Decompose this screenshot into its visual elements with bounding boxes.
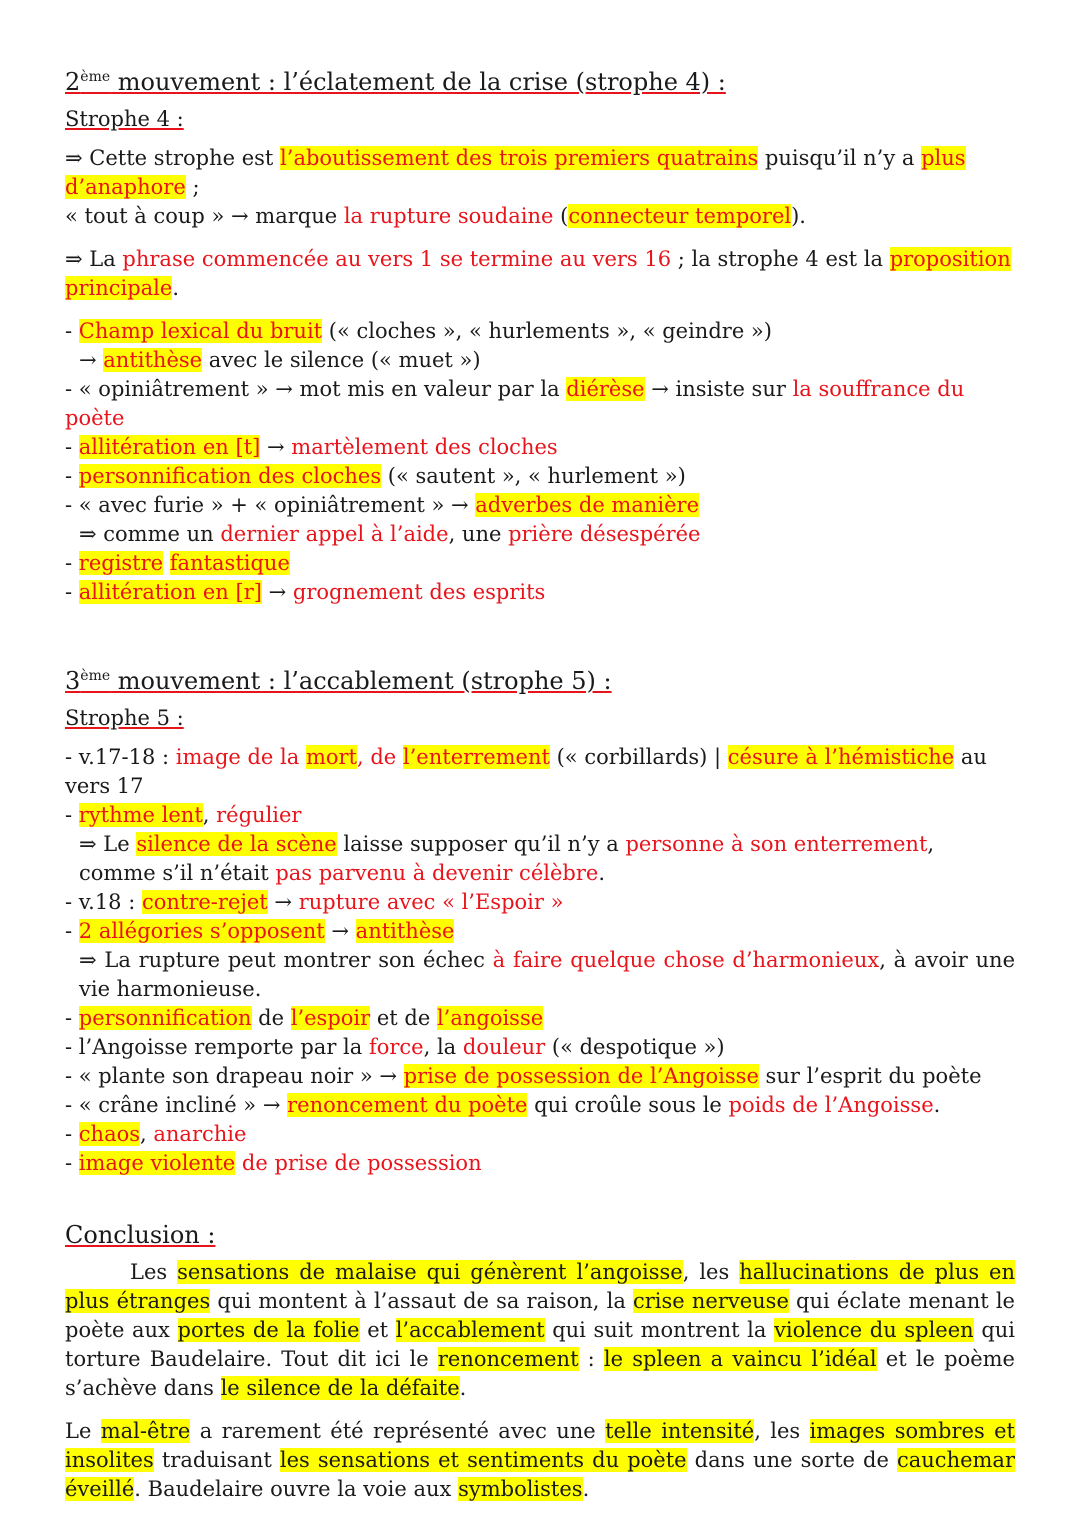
text-run: →	[261, 580, 293, 604]
list-item	[65, 1120, 1015, 1149]
highlighted-text: violence du spleen	[774, 1318, 974, 1342]
text-run: puisqu’il n’y a	[758, 146, 922, 170]
text-run: .	[582, 1477, 590, 1501]
text-run: -	[65, 580, 79, 604]
page-content	[65, 60, 1015, 1518]
text-run: - « avec furie » + « opiniâtrement » →	[65, 493, 476, 517]
list-item	[65, 433, 1015, 462]
list-item	[65, 317, 1015, 346]
conclusion-paragraph-1	[65, 1258, 1015, 1403]
text-run: →	[267, 890, 299, 914]
text-run: →	[79, 348, 104, 372]
text-run: .	[933, 1093, 941, 1117]
highlighted-text: Champ lexical du bruit	[78, 319, 323, 343]
text-run: et	[359, 1318, 396, 1342]
text-run: :	[578, 1347, 604, 1371]
list-item	[65, 1091, 1015, 1120]
text-run: Les	[130, 1260, 178, 1284]
highlighted-text: douleur	[462, 1035, 546, 1059]
list-item	[65, 1033, 1015, 1062]
text-run: -	[65, 803, 79, 827]
highlighted-text: diérèse	[566, 377, 645, 401]
highlighted-text: dernier appel à l’aide	[220, 522, 449, 546]
text-run: , les	[682, 1260, 740, 1284]
text-run: , à avoir une vie harmonieuse.	[79, 948, 1015, 1001]
text-run: -	[65, 435, 79, 459]
highlighted-text: grognement des esprits	[292, 580, 546, 604]
section-title-mouvement-3	[65, 659, 1015, 698]
title-number: 2	[65, 68, 81, 96]
title-superscript: ème	[80, 69, 111, 85]
highlighted-text: telle intensité	[605, 1419, 755, 1443]
highlighted-text: antithèse	[355, 919, 455, 943]
paragraph-phrase-principale	[65, 245, 1015, 303]
text-run: - v.17-18 :	[65, 745, 176, 769]
text-run: traduisant	[153, 1448, 280, 1472]
text-run: - « opiniâtrement » → mot mis en valeur par la	[65, 377, 567, 401]
text-run: →	[324, 919, 356, 943]
text-run: -	[65, 551, 79, 575]
list-item	[65, 462, 1015, 491]
highlighted-text: l’angoisse	[436, 1006, 544, 1030]
highlighted-text: césure à l’hémistiche	[727, 745, 955, 769]
highlighted-text: personne à son enterrement	[625, 832, 928, 856]
list-item	[65, 520, 1015, 549]
highlighted-text: l’enterrement	[402, 745, 550, 769]
highlighted-text: l’espoir	[290, 1006, 371, 1030]
bullet-list-strophe-5	[65, 743, 1015, 1178]
highlighted-text: renoncement du poète	[287, 1093, 528, 1117]
highlighted-text: registre	[78, 551, 164, 575]
list-item	[65, 1149, 1015, 1178]
highlighted-text: prière désespérée	[508, 522, 701, 546]
text-run: - « plante son drapeau noir » →	[65, 1064, 404, 1088]
highlighted-text: personnification des cloches	[78, 464, 382, 488]
list-item	[65, 375, 1015, 433]
highlighted-text: de prise de possession	[235, 1151, 482, 1175]
text-run: -	[65, 464, 79, 488]
highlighted-text: portes de la folie	[177, 1318, 360, 1342]
highlighted-text: allitération en [r]	[78, 580, 262, 604]
text-run: ⇒ Cette strophe est	[65, 146, 281, 170]
text-run: - v.18 :	[65, 890, 142, 914]
text-run: -	[65, 1151, 79, 1175]
text-run: et le poème s’achève dans	[65, 1347, 1015, 1400]
title-text: mouvement : l’éclatement de la crise (strophe 4) :	[110, 68, 726, 96]
list-item	[65, 946, 1015, 1004]
text-run: ).	[791, 204, 806, 228]
text-run: -	[65, 919, 79, 943]
highlighted-text: le silence de la défaite	[220, 1376, 460, 1400]
list-item	[65, 491, 1015, 520]
paragraph-rupture	[65, 202, 1015, 231]
text-run: -	[65, 1006, 79, 1030]
text-run: qui torture Baudelaire. Tout dit ici le	[65, 1318, 1016, 1371]
text-run: (« corbillards) |	[549, 745, 728, 769]
text-run: - l’Angoisse remporte par la	[65, 1035, 369, 1059]
highlighted-text: hallucinations de plus en plus étranges	[65, 1260, 1016, 1313]
highlighted-text: plus d’anaphore	[65, 146, 966, 199]
highlighted-text: le spleen a vaincu l’idéal	[603, 1347, 877, 1371]
text-run: qui croûle sous le	[527, 1093, 729, 1117]
text-run: -	[65, 319, 79, 343]
text-run: laisse supposer qu’il n’y a	[336, 832, 626, 856]
text-run: qui montent à l’assaut de sa raison, la	[210, 1289, 633, 1313]
text-run: .	[172, 276, 179, 300]
highlighted-text: mal-être	[100, 1419, 191, 1443]
list-item	[65, 888, 1015, 917]
highlighted-text: poids de l’Angoisse	[728, 1093, 934, 1117]
text-run: ⇒ comme un	[79, 522, 221, 546]
text-run: ⇒ Le	[79, 832, 137, 856]
paragraph-aboutissement	[65, 144, 1015, 202]
highlighted-text: silence de la scène	[136, 832, 337, 856]
text-run: qui suit montrent la	[544, 1318, 775, 1342]
section-title-mouvement-2	[65, 60, 1015, 99]
highlighted-text: , de	[357, 745, 403, 769]
highlighted-text: à faire quelque chose d’harmonieux	[492, 948, 880, 972]
highlighted-text: chaos	[78, 1122, 141, 1146]
conclusion-title: Conclusion :	[65, 1221, 216, 1249]
list-item	[65, 1004, 1015, 1033]
highlighted-text: antithèse	[103, 348, 203, 372]
text-run: sur l’esprit du poète	[758, 1064, 982, 1088]
subtitle-strophe-4: Strophe 4 :	[65, 107, 184, 131]
highlighted-text: martèlement des cloches	[291, 435, 558, 459]
text-run: , comme s’il n’était	[79, 832, 935, 885]
text-run: (« sautent », « hurlement »)	[381, 464, 686, 488]
highlighted-text: la souffrance du poète	[65, 377, 965, 430]
highlighted-text: prise de possession de l’Angoisse	[403, 1064, 759, 1088]
highlighted-text: pas parvenu à devenir célèbre	[275, 861, 599, 885]
highlighted-text: images sombres et insolites	[65, 1419, 1015, 1472]
bullet-list-strophe-4	[65, 317, 1015, 607]
list-item	[65, 830, 1015, 888]
text-run: → insiste sur	[644, 377, 793, 401]
title-superscript: ème	[80, 668, 111, 684]
highlighted-text: sensations de malaise qui génèrent l’angoisse	[177, 1260, 683, 1284]
title-text: mouvement : l’accablement (strophe 5) :	[110, 667, 612, 695]
highlighted-text: rythme lent	[78, 803, 203, 827]
highlighted-text: phrase commencée au vers 1 se termine au vers 16	[122, 247, 672, 271]
text-run	[163, 551, 170, 575]
text-run: . Baudelaire ouvre la voie aux	[134, 1477, 459, 1501]
text-run: -	[65, 1122, 79, 1146]
highlighted-text: rupture avec « l’Espoir »	[298, 890, 564, 914]
highlighted-text: les sensations et sentiments du poète	[279, 1448, 687, 1472]
highlighted-text: contre-rejet	[141, 890, 268, 914]
highlighted-text: proposition principale	[65, 247, 1011, 300]
text-run: , une	[448, 522, 509, 546]
highlighted-text: régulier	[216, 803, 302, 827]
text-run: ,	[140, 1122, 154, 1146]
subtitle-strophe-5: Strophe 5 :	[65, 706, 184, 730]
text-run: (« despotique »)	[545, 1035, 725, 1059]
list-item	[65, 578, 1015, 607]
text-run: ⇒ La	[65, 247, 123, 271]
highlighted-text: anarchie	[153, 1122, 247, 1146]
text-run: (« cloches », « hurlements », « geindre »)	[322, 319, 772, 343]
text-run: , la	[423, 1035, 463, 1059]
text-run: avec le silence (« muet »)	[202, 348, 481, 372]
highlighted-text: connecteur temporel	[568, 204, 792, 228]
list-item	[65, 743, 1015, 801]
highlighted-text: personnification	[78, 1006, 252, 1030]
highlighted-text: cauchemar éveillé	[65, 1448, 1015, 1501]
list-item	[65, 801, 1015, 830]
text-run: ;	[185, 175, 200, 199]
highlighted-text: 2 allégories s’opposent	[78, 919, 325, 943]
highlighted-text: image de la	[175, 745, 306, 769]
highlighted-text: fantastique	[169, 551, 290, 575]
text-run: .	[459, 1376, 467, 1400]
highlighted-text: l’aboutissement des trois premiers quatrains	[280, 146, 759, 170]
text-run: ⇒ La rupture peut montrer son échec	[79, 948, 493, 972]
text-run: →	[260, 435, 292, 459]
list-item	[65, 1062, 1015, 1091]
text-run: « tout à coup » → marque	[65, 204, 344, 228]
highlighted-text: image violente	[78, 1151, 236, 1175]
text-run: dans une sorte de	[686, 1448, 897, 1472]
text-run: , les	[754, 1419, 810, 1443]
highlighted-text: crise nerveuse	[633, 1289, 789, 1313]
title-number: 3	[65, 667, 81, 695]
text-run: Le	[65, 1419, 101, 1443]
text-run: de	[251, 1006, 291, 1030]
text-run: - « crâne incliné » →	[65, 1093, 288, 1117]
text-run: ; la strophe 4 est la	[671, 247, 890, 271]
conclusion-paragraph-2	[65, 1417, 1015, 1504]
list-item	[65, 917, 1015, 946]
text-run: .	[598, 861, 605, 885]
text-run: qui éclate menant le poète aux	[65, 1289, 1015, 1342]
list-item	[65, 346, 1015, 375]
highlighted-text: allitération en [t]	[78, 435, 261, 459]
text-run: (	[553, 204, 569, 228]
highlighted-text: adverbes de manière	[475, 493, 699, 517]
text-run: a rarement été représenté avec une	[190, 1419, 606, 1443]
highlighted-text: force	[368, 1035, 424, 1059]
text-run: au vers 17	[65, 745, 987, 798]
highlighted-text: la rupture soudaine	[343, 204, 554, 228]
highlighted-text: renoncement	[437, 1347, 579, 1371]
highlighted-text: mort	[305, 745, 357, 769]
highlighted-text: l’accablement	[395, 1318, 545, 1342]
text-run: et de	[370, 1006, 437, 1030]
highlighted-text: symbolistes	[458, 1477, 583, 1501]
list-item	[65, 549, 1015, 578]
text-run: ,	[202, 803, 217, 827]
